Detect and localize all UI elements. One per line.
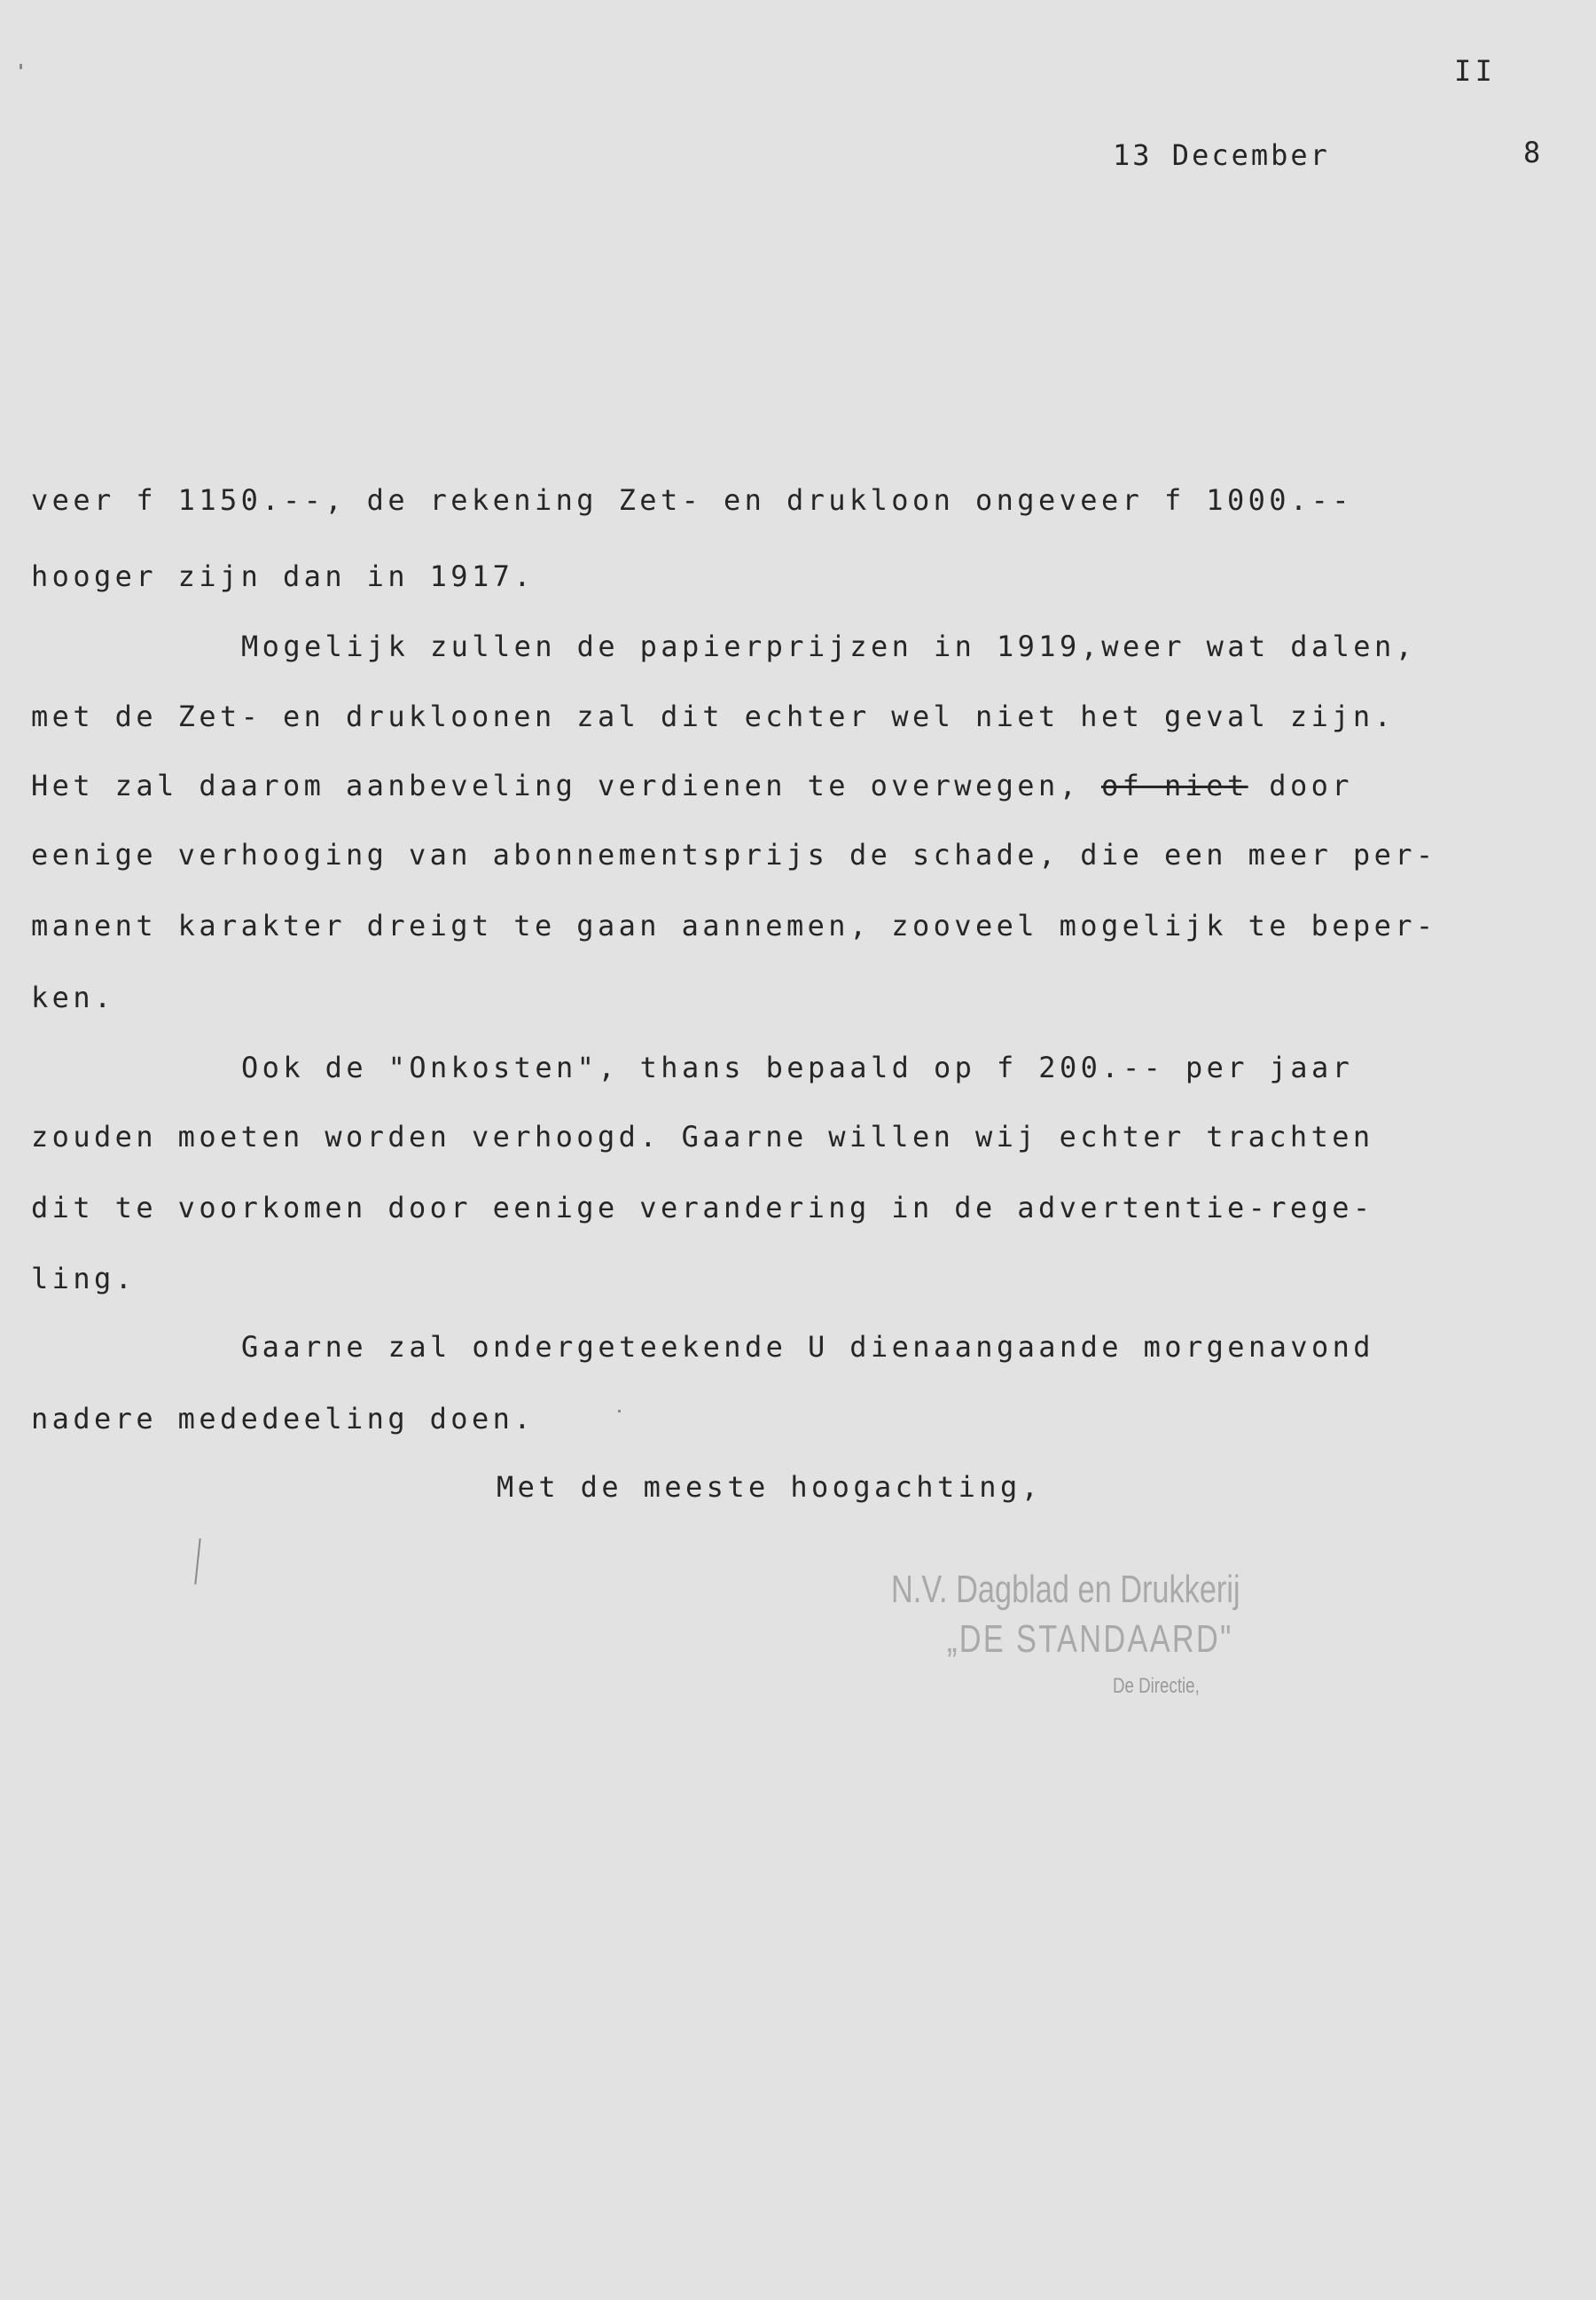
body-line-5 bbox=[31, 768, 1353, 803]
body-line-5-start: Het zal daarom aanbeveling verdienen te overwegen, bbox=[31, 769, 1101, 802]
letter-date: 13 December bbox=[1113, 138, 1330, 172]
body-line-10: zouden moeten worden verhoogd. Gaarne willen wij echter trachten bbox=[31, 1120, 1374, 1154]
body-line-6: eenige verhooging van abonnementsprijs de schade, die een meer per- bbox=[31, 838, 1437, 872]
sheet-number: II bbox=[1454, 54, 1497, 88]
body-line-4: met de Zet- en drukloonen zal dit echter wel niet het geval zijn. bbox=[31, 700, 1396, 733]
closing-salutation: Met de meeste hoogachting, bbox=[497, 1470, 1043, 1504]
page-number: 8 bbox=[1523, 136, 1545, 169]
body-line-11: dit te voorkomen door eenige verandering in de advertentie-rege- bbox=[31, 1191, 1374, 1224]
body-line-14: nadere mededeeling doen. bbox=[31, 1402, 535, 1436]
pencil-mark bbox=[194, 1538, 200, 1584]
body-line-1: veer f 1150.--, de rekening Zet- en drukloon ongeveer f 1000.-- bbox=[31, 483, 1353, 517]
company-stamp-line-1: N.V. Dagblad en Drukkerij bbox=[891, 1568, 1240, 1611]
company-stamp-line-2: „DE STANDAARD" bbox=[947, 1617, 1233, 1661]
ink-dot bbox=[618, 1410, 621, 1412]
body-line-3: Mogelijk zullen de papierprijzen in 1919,weer wat dalen, bbox=[241, 630, 1417, 663]
body-line-8: ken. bbox=[31, 981, 115, 1014]
body-line-9: Ook de "Onkosten", thans bepaald op f 200.-- per jaar bbox=[241, 1051, 1354, 1084]
body-line-12: ling. bbox=[31, 1262, 137, 1295]
company-stamp-line-3: De Directie, bbox=[1113, 1674, 1200, 1698]
struck-text: of niet bbox=[1100, 769, 1248, 802]
body-line-5-end: door bbox=[1248, 769, 1353, 802]
body-line-13: Gaarne zal ondergeteekende U dienaangaande morgenavond bbox=[241, 1330, 1374, 1364]
body-line-7: manent karakter dreigt te gaan aannemen, zooveel mogelijk te beper- bbox=[31, 909, 1437, 943]
margin-speck bbox=[20, 64, 22, 69]
body-line-2: hooger zijn dan in 1917. bbox=[31, 559, 535, 593]
